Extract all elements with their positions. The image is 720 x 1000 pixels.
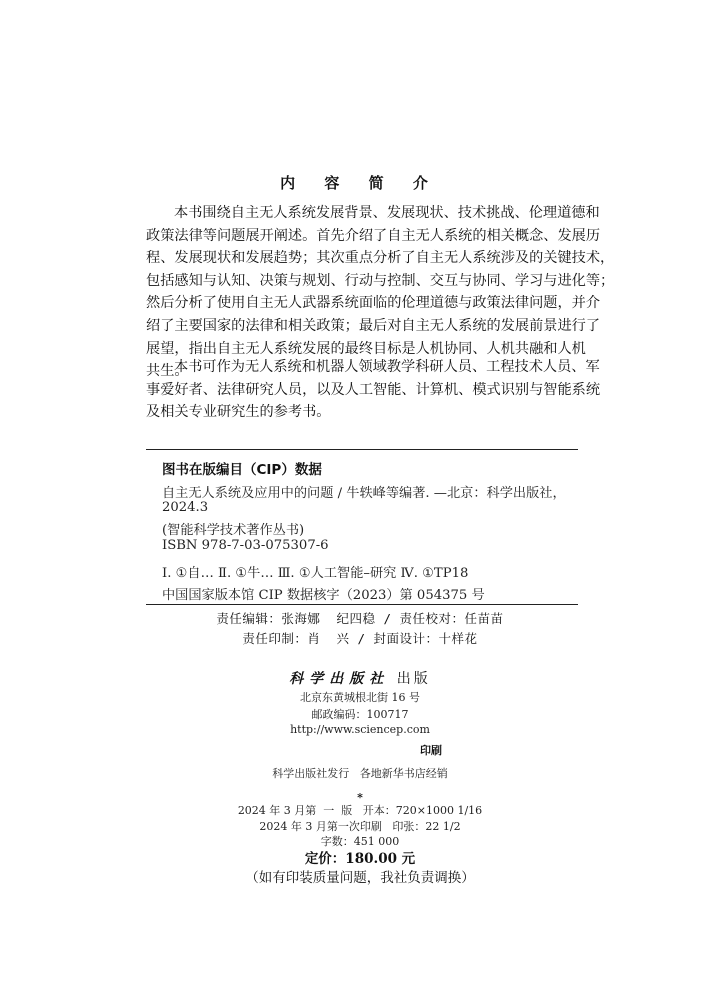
summary-line: 包括感知与认知、决策与规划、行动与控制、交互与协同、学习与进化等； (146, 272, 615, 289)
summary-line: 本书可作为无人系统和机器人领域教学科研人员、工程技术人员、军 (174, 359, 600, 375)
cip-line-series: (智能科学技术著作丛书) (162, 523, 305, 538)
cip-line-title: 自主无人系统及应用中的问题 / 牛轶峰等编著. —北京：科学出版社， (162, 486, 566, 501)
separator-star: * (357, 791, 363, 804)
price: 定价：180.00 元 (304, 851, 416, 867)
publisher-address: 北京东黄城根北街 16 号 (300, 691, 420, 704)
publisher-line (0, 668, 720, 688)
cip-line-date: 2024.3 (162, 500, 209, 515)
cip-line-isbn: ISBN 978-7-03-075307-6 (162, 538, 329, 553)
word-count: 字数：451 000 (320, 835, 400, 848)
edition-line: 2024 年 3 月第 一 版 开本：720×1000 1/16 (237, 804, 483, 817)
cip-line-classification: Ⅰ. ①自… Ⅱ. ①牛… Ⅲ. ①人工智能–研究 Ⅳ. ①TP18 (162, 566, 469, 581)
cip-bottom-rule (146, 604, 578, 605)
summary-line: 及相关专业研究生的参考书。 (146, 404, 331, 421)
printing-line: 2024 年 3 月第一次印刷 印张：22 1/2 (259, 820, 461, 833)
publisher-suffix: 出版 (396, 671, 431, 687)
summary-paragraph-2 (146, 356, 601, 424)
summary-line: 绍了主要国家的法律和相关政策；最后对自主无人系统的发展前景进行了 (146, 317, 601, 334)
cip-line-record-number: 中国国家版本馆 CIP 数据核字（2023）第 054375 号 (162, 588, 485, 603)
summary-line: 政策法律等问题展开阐述。首先介绍了自主无人系统的相关概念、发展历 (146, 227, 601, 244)
cip-top-rule (146, 449, 578, 450)
cip-heading: 图书在版编目（CIP）数据 (162, 462, 322, 478)
publisher-postcode: 邮政编码：100717 (311, 708, 409, 721)
summary-line: 展望，指出自主无人系统发展的最终目标是人机协同、人机共融和人机 (146, 340, 586, 357)
staff-production: 责任印制：肖 兴 / 封面设计：十样花 (242, 631, 478, 646)
summary-line: 共生。 (146, 363, 189, 380)
publisher-website: http://www.sciencep.com (290, 723, 430, 736)
printing-label: 印刷 (420, 744, 442, 757)
staff-editors: 责任编辑：张海娜 纪四稳 / 责任校对：任苗苗 (216, 611, 504, 626)
summary-line: 本书围绕自主无人系统发展背景、发展现状、技术挑战、伦理道德和 (174, 205, 600, 221)
distribution-line: 科学出版社发行 各地新华书店经销 (272, 767, 448, 780)
quality-notice: （如有印装质量问题，我社负责调换） (245, 870, 475, 886)
summary-line: 然后分析了使用自主无人武器系统面临的伦理道德与政策法律问题，并介 (146, 295, 601, 312)
summary-title: 内 容 简 介 (280, 174, 440, 192)
summary-line: 程、发展现状和发展趋势；其次重点分析了自主无人系统涉及的关键技术， (146, 250, 615, 267)
summary-line: 事爱好者、法律研究人员，以及人工智能、计算机、模式识别与智能系统 (146, 381, 601, 398)
publisher-logo-text: 科学出版社 (289, 671, 390, 687)
